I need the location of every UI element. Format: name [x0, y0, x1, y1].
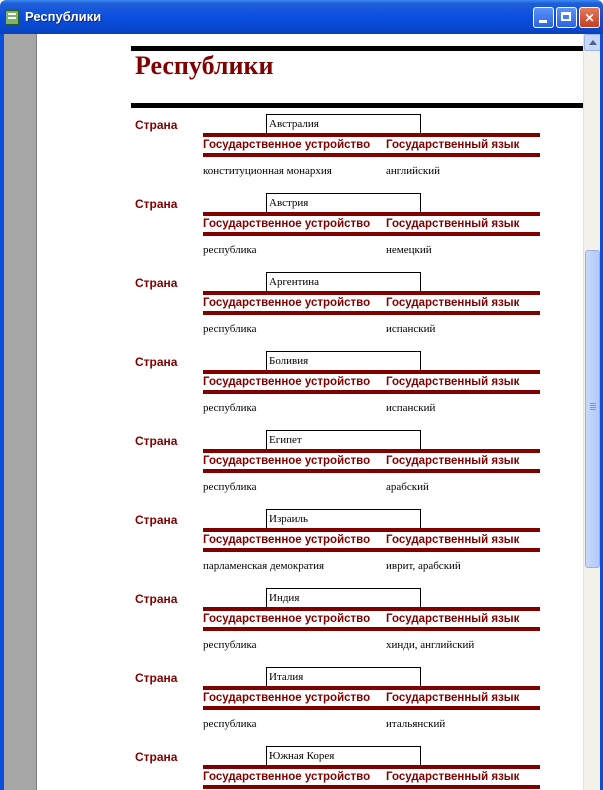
header-band-top — [203, 370, 540, 374]
language-header: Государственный язык — [386, 139, 520, 151]
language-value: немецкий — [386, 244, 432, 256]
country-field[interactable]: Аргентина — [266, 272, 421, 292]
country-field[interactable]: Индия — [266, 588, 421, 608]
government-header: Государственное устройство — [203, 455, 371, 467]
minimize-icon — [539, 20, 547, 23]
header-band-bottom — [203, 153, 540, 157]
government-header: Государственное устройство — [203, 534, 371, 546]
language-value: испанский — [386, 323, 436, 335]
government-header: Государственное устройство — [203, 771, 371, 783]
country-label: Страна — [135, 355, 178, 369]
report-title: Республики — [135, 51, 274, 80]
government-header: Государственное устройство — [203, 297, 371, 309]
record-row — [37, 118, 583, 197]
government-value: конституционная монархия — [203, 165, 332, 177]
header-band-top — [203, 607, 540, 611]
header-band-top — [203, 765, 540, 769]
country-field[interactable]: Южная Корея — [266, 746, 421, 766]
header-band-bottom — [203, 311, 540, 315]
country-field[interactable]: Австрия — [266, 193, 421, 213]
government-header: Государственное устройство — [203, 376, 371, 388]
country-field[interactable]: Боливия — [266, 351, 421, 371]
country-label: Страна — [135, 197, 178, 211]
language-value: арабский — [386, 481, 429, 493]
title-bar[interactable] — [0, 0, 603, 34]
language-header: Государственный язык — [386, 218, 520, 230]
country-label: Страна — [135, 118, 178, 132]
header-band-bottom — [203, 627, 540, 631]
government-value: республика — [203, 718, 257, 730]
language-header: Государственный язык — [386, 692, 520, 704]
header-band-top — [203, 212, 540, 216]
report-icon[interactable] — [5, 10, 19, 25]
country-label: Страна — [135, 750, 178, 764]
government-value: республика — [203, 639, 257, 651]
record-row — [37, 513, 583, 592]
country-label: Страна — [135, 513, 178, 527]
header-band-bottom — [203, 548, 540, 552]
header-band-top — [203, 449, 540, 453]
language-header: Государственный язык — [386, 376, 520, 388]
language-header: Государственный язык — [386, 297, 520, 309]
government-value: парламенская демократия — [203, 560, 325, 572]
government-value: республика — [203, 323, 257, 335]
record-row — [37, 671, 583, 750]
header-band-bottom — [203, 785, 540, 789]
government-header: Государственное устройство — [203, 139, 371, 151]
government-header: Государственное устройство — [203, 613, 371, 625]
language-header: Государственный язык — [386, 771, 520, 783]
header-band-bottom — [203, 390, 540, 394]
scroll-thumb[interactable] — [585, 250, 600, 568]
language-value: английский — [386, 165, 440, 177]
close-icon: ✕ — [584, 11, 595, 25]
page-margin — [4, 34, 37, 790]
government-value: республика — [203, 244, 257, 256]
window-title: Республики — [25, 9, 102, 24]
scroll-up-button[interactable] — [584, 34, 601, 51]
language-header: Государственный язык — [386, 534, 520, 546]
report-page — [37, 34, 583, 790]
record-row — [37, 355, 583, 434]
government-value: республика — [203, 402, 257, 414]
vertical-scrollbar[interactable] — [583, 34, 601, 790]
header-band-top — [203, 133, 540, 137]
minimize-button[interactable] — [533, 7, 554, 28]
header-band-top — [203, 528, 540, 532]
country-label: Страна — [135, 592, 178, 606]
country-label: Страна — [135, 671, 178, 685]
government-header: Государственное устройство — [203, 218, 371, 230]
country-label: Страна — [135, 434, 178, 448]
record-row — [37, 750, 583, 790]
language-value: испанский — [386, 402, 436, 414]
title-rule-bottom — [131, 103, 583, 108]
country-label: Страна — [135, 276, 178, 290]
record-row — [37, 434, 583, 513]
header-band-top — [203, 686, 540, 690]
government-value: республика — [203, 481, 257, 493]
header-band-bottom — [203, 706, 540, 710]
country-field[interactable]: Египет — [266, 430, 421, 450]
grip-icon — [590, 403, 596, 404]
language-value: иврит, арабский — [386, 560, 461, 572]
country-field[interactable]: Австралия — [266, 114, 421, 134]
record-row — [37, 197, 583, 276]
header-band-bottom — [203, 232, 540, 236]
header-band-bottom — [203, 469, 540, 473]
header-band-top — [203, 291, 540, 295]
language-value: хинди, английский — [386, 639, 475, 651]
language-header: Государственный язык — [386, 613, 520, 625]
record-row — [37, 592, 583, 671]
country-field[interactable]: Израиль — [266, 509, 421, 529]
maximize-icon — [561, 12, 571, 21]
record-row — [37, 276, 583, 355]
country-field[interactable]: Италия — [266, 667, 421, 687]
government-header: Государственное устройство — [203, 692, 371, 704]
language-value: итальянский — [386, 718, 446, 730]
language-header: Государственный язык — [386, 455, 520, 467]
close-button[interactable] — [579, 7, 600, 28]
maximize-button[interactable] — [556, 7, 577, 28]
